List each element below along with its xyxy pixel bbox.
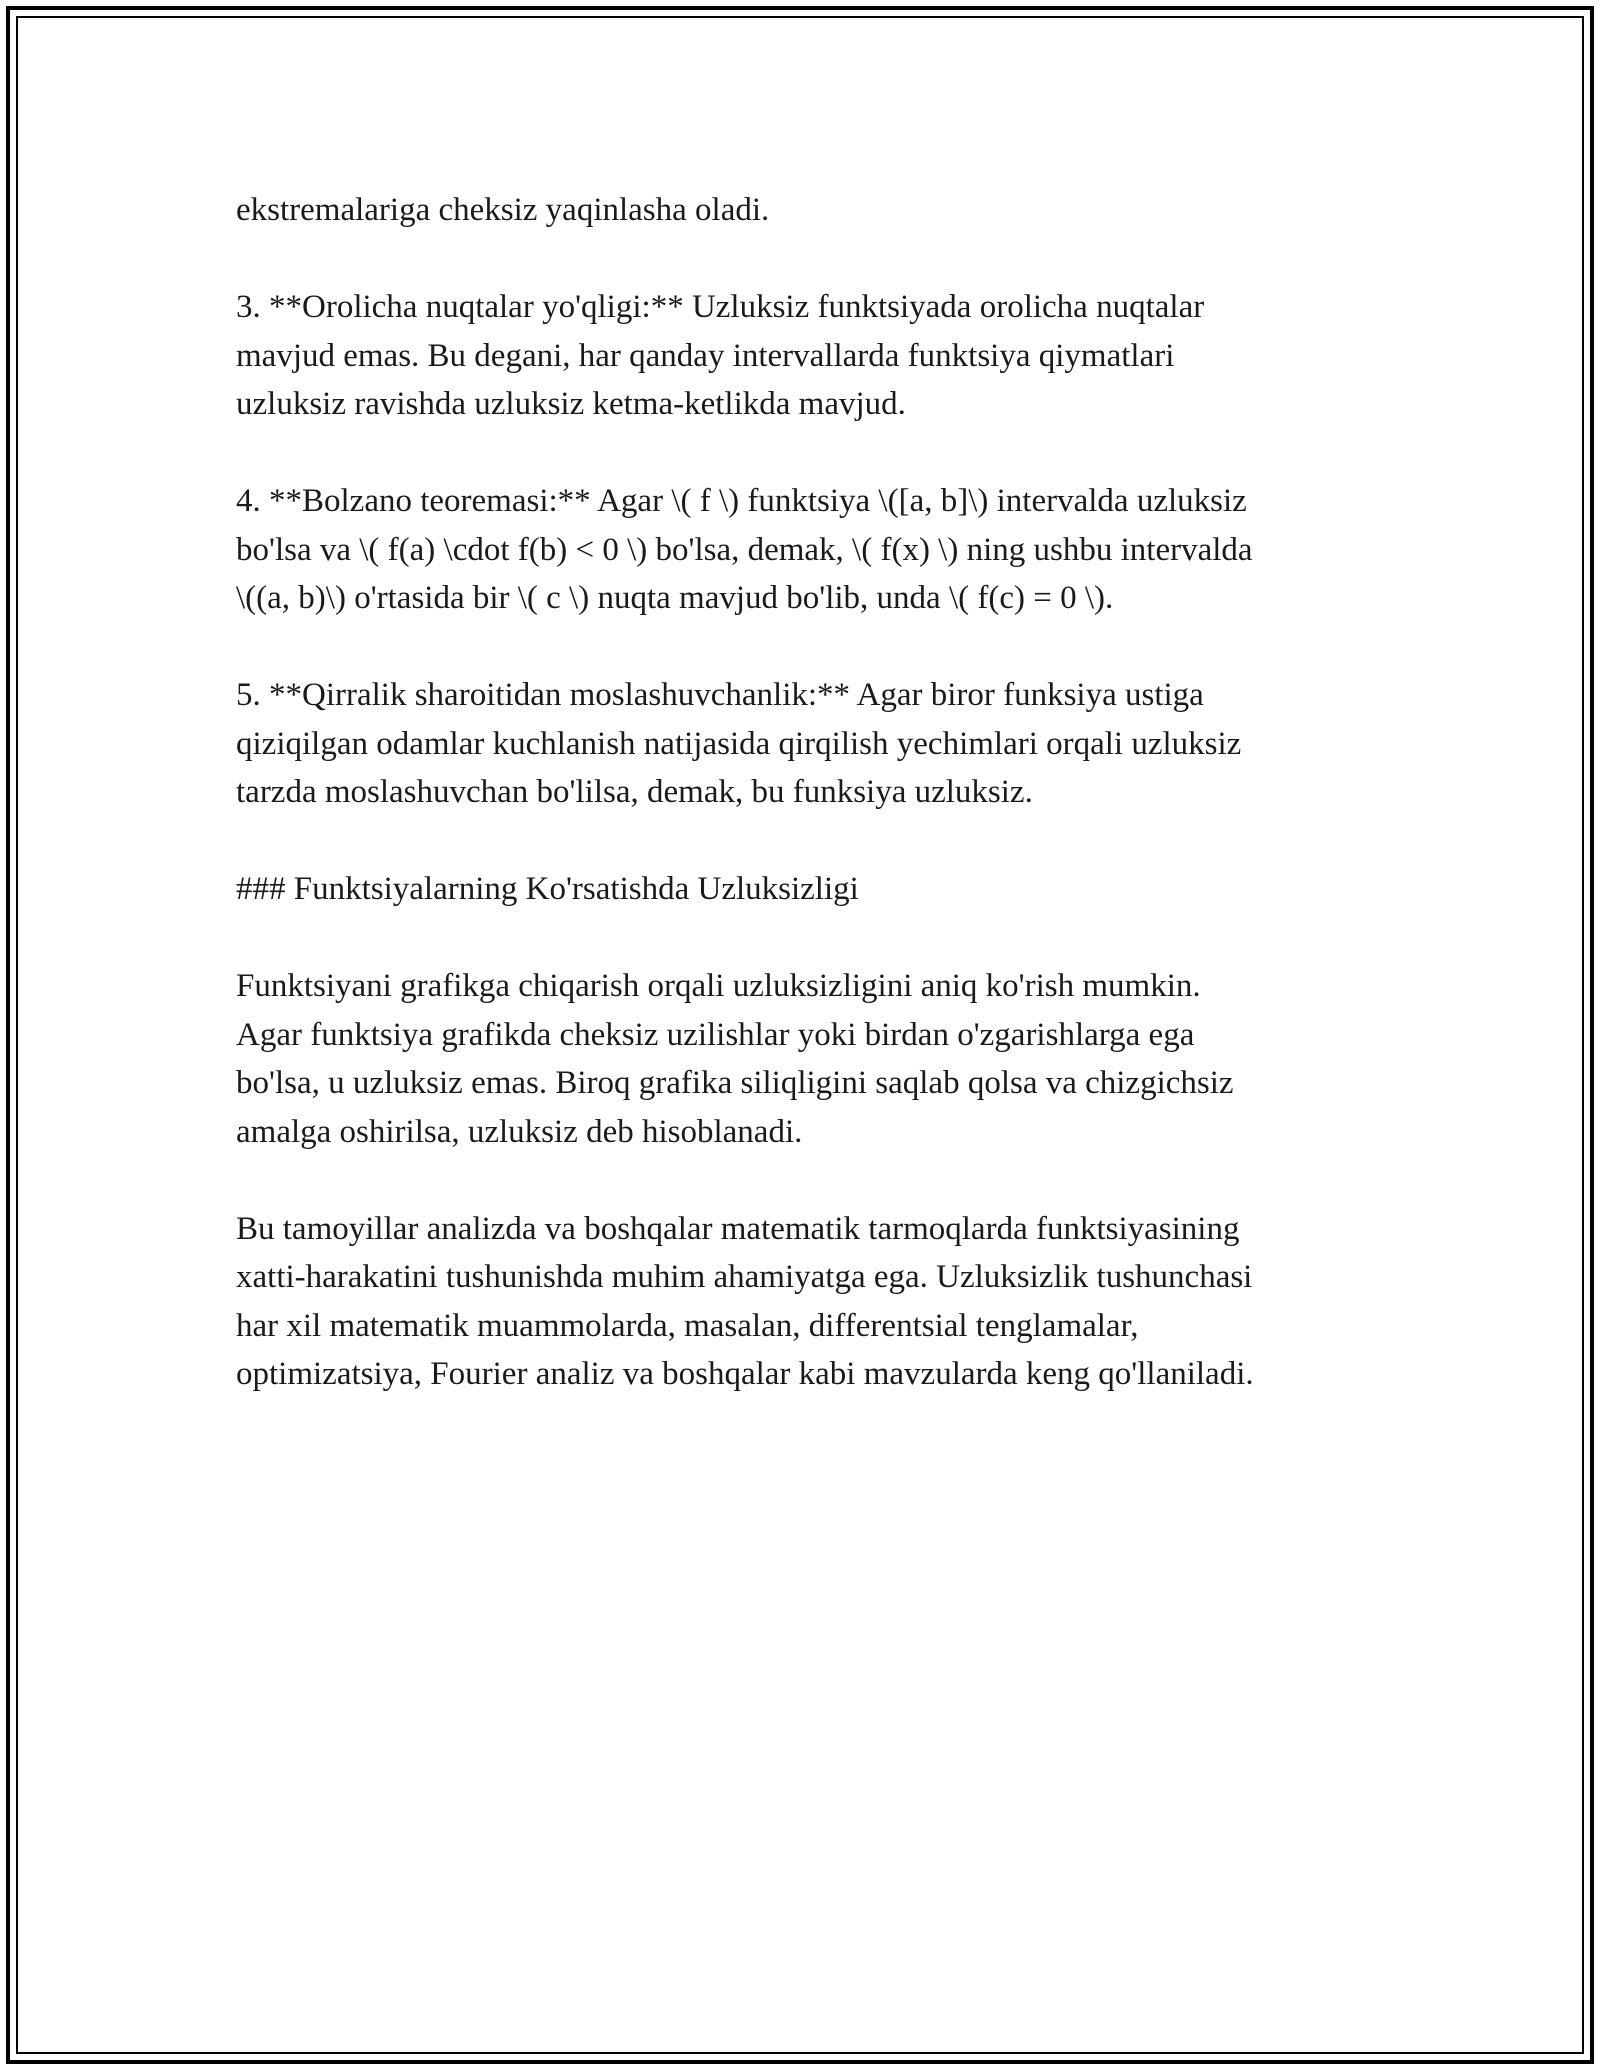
text-line: ekstremalariga cheksiz yaqinlasha oladi. — [236, 192, 770, 228]
text-line: tarzda moslashuvchan bo'lilsa, demak, bu funksiya uzluksiz. — [236, 774, 1033, 810]
text-line: Agar funktsiya grafikda cheksiz uzilishlar yoki birdan o'zgarishlarga ega — [236, 1016, 1195, 1053]
paragraph-item-3 — [236, 283, 1386, 429]
text-line: ### Funktsiyalarning Ko'rsatishda Uzluksizligi — [236, 871, 859, 907]
text-line: Funktsiyani grafikga chiqarish orqali uzluksizligini aniq ko'rish mumkin. — [236, 968, 1201, 1004]
text-line: \((a, b)\) o'rtasida bir \( c \) nuqta mavjud bo'lib, unda \( f(c) = 0 \). — [236, 580, 1114, 616]
text-line: optimizatsiya, Fourier analiz va boshqalar kabi mavzularda keng qo'llaniladi. — [236, 1356, 1254, 1392]
paragraph-conclusion — [236, 1205, 1386, 1399]
text-line: qiziqilgan odamlar kuchlanish natijasida qirqilish yechimlari orqali uzluksiz — [236, 725, 1242, 762]
paragraph-continuation — [236, 186, 1386, 235]
text-line: har xil matematik muammolarda, masalan, differentsial tenglamalar, — [236, 1307, 1139, 1344]
section-heading — [236, 865, 1386, 914]
text-line: 4. **Bolzano teoremasi:** Agar \( f \) funktsiya \([a, b]\) intervalda uzluksiz — [236, 483, 1247, 519]
paragraph-graph-continuity — [236, 962, 1386, 1156]
text-line: 5. **Qirralik sharoitidan moslashuvchanlik:** Agar biror funksiya ustiga — [236, 677, 1204, 713]
text-line: mavjud emas. Bu degani, har qanday intervallarda funktsiya qiymatlari — [236, 337, 1175, 374]
text-line: bo'lsa, u uzluksiz emas. Biroq grafika siliqligini saqlab qolsa va chizgichsiz — [236, 1065, 1234, 1101]
text-line: uzluksiz ravishda uzluksiz ketma-ketlikda mavjud. — [236, 386, 906, 422]
text-line: bo'lsa va \( f(a) \cdot f(b) < 0 \) bo'lsa, demak, \( f(x) \) ning ushbu intervalda — [236, 531, 1253, 568]
paragraph-item-5 — [236, 671, 1386, 817]
text-line: amalga oshirilsa, uzluksiz deb hisoblanadi. — [236, 1113, 803, 1150]
paragraph-item-4 — [236, 477, 1386, 623]
document-body — [236, 186, 1386, 1447]
text-line: Bu tamoyillar analizda va boshqalar matematik tarmoqlarda funktsiyasining — [236, 1210, 1240, 1247]
text-line: xatti-harakatini tushunishda muhim ahamiyatga ega. Uzluksizlik tushunchasi — [236, 1259, 1253, 1295]
text-line: 3. **Orolicha nuqtalar yo'qligi:** Uzluksiz funktsiyada orolicha nuqtalar — [236, 289, 1205, 325]
